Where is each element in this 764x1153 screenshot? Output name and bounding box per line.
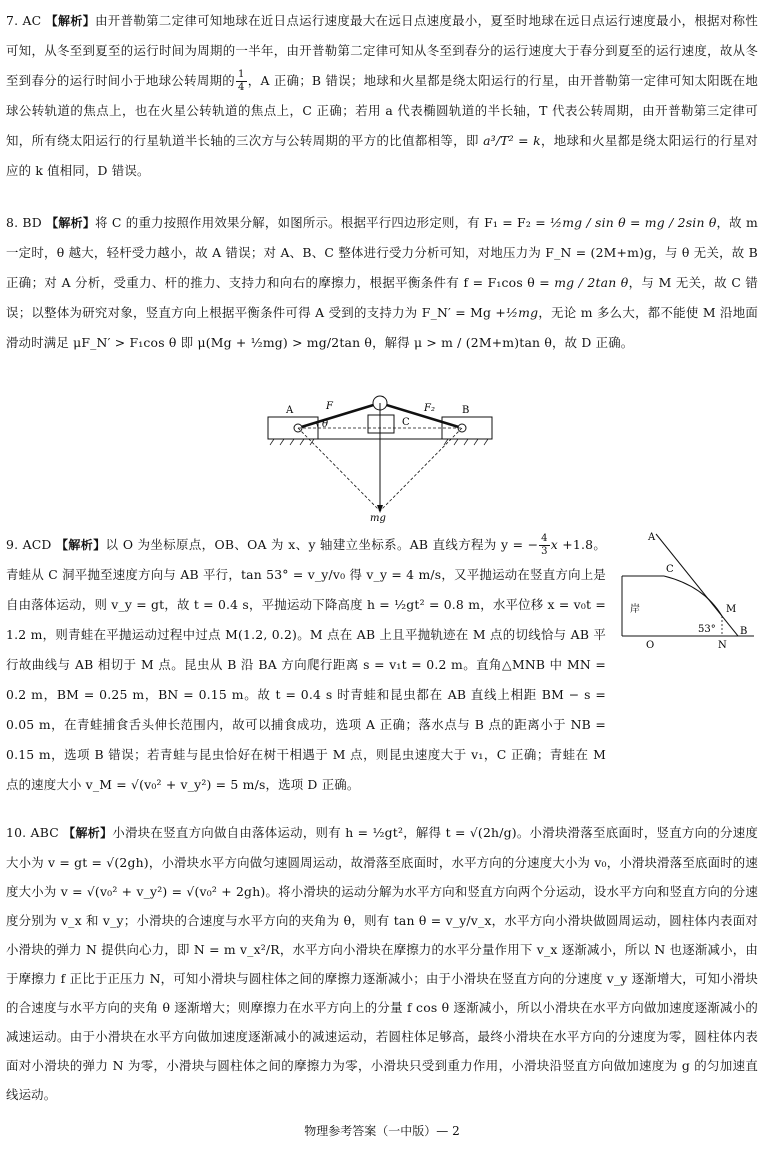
analysis-tag: 【解析】 <box>63 826 113 840</box>
label-m: M <box>726 604 737 615</box>
question-number: 7. AC <box>6 13 42 28</box>
page-footer: 物理参考答案（一中版）— 2 <box>304 1124 460 1138</box>
force-decomposition-figure <box>262 393 498 523</box>
label-a: A <box>648 532 656 543</box>
question-number: 9. ACD <box>6 537 52 552</box>
answer-text: ，与 M 无关，故 C 错误；以整体为研究对象，竖直方向上根据平衡条件可得 A 受到的支持力为 F_N′ = Mg + <box>6 275 758 320</box>
label-f1: F <box>326 401 333 412</box>
label-n: N <box>718 640 727 651</box>
label-o: O <box>646 640 655 651</box>
trajectory <box>664 576 722 616</box>
formula: a³/T² = k <box>483 133 541 148</box>
answer-text: 以 O 为坐标原点，OB、OA 为 x、y 轴建立坐标系。AB 直线方程为 y = − <box>105 537 539 552</box>
block-c <box>368 415 394 433</box>
label-b: B <box>462 405 470 416</box>
label-mg: mg <box>370 513 386 523</box>
label-theta: θ <box>322 419 329 430</box>
label-a: A <box>286 405 294 416</box>
frog-trajectory-figure <box>616 530 760 652</box>
question-number: 8. BD <box>6 215 42 230</box>
answer-text: ，故 m 一定时，θ 越大，轻杆受力越小，故 A 错误；对 A、B、C 整体进行受力分析可知，对地压力为 F_N = (2M+m)g，与 θ 无关，故 B 正确；对 A 分析，受重力、杆的推力、支持力和向右的摩擦力，根据平衡条件有 f = F₁cos θ = <box>6 215 758 290</box>
answer-text: ，无论 m 多么大，都不能使 M 沿地面滑动时满足 μF_N′ > F₁cos θ 即 μ(Mg + ½mg) > mg/2tan θ，解得 μ > m / (2M+m)tan θ，故 D 正确。 <box>6 305 758 350</box>
answer-text: 将 C 的重力按照作用效果分解，如图所示。根据平行四边形定则，有 F₁ = F₂ = <box>95 215 546 230</box>
line-ab <box>656 534 738 636</box>
fraction: $\frac{4}{3}$ <box>541 533 548 557</box>
label-f2: F₂ <box>424 403 435 414</box>
question-10 <box>6 818 758 1109</box>
answer-text: 由开普勒第二定律可知地球在近日点运行速度最大在远日点速度最小，夏至时地球在远日点运行速度最小，根据对称性可知，从冬至到夏至的运行时间为周期的一半年，由开普勒第二定律可知从冬至到春分的运行速度大于春分到夏至的运行速度，故从冬至到春分的运行时间小于地球公转周期的 <box>6 13 759 88</box>
question-number: 10. ABC <box>6 825 59 840</box>
answer-text: ，A 正确；B 错误；地球和火星都是绕太阳运行的行星，由开普勒第一定律可知太阳既在地球公转轨道的焦点上，也在火星公转轨道的焦点上，C 正确；若用 a 代表椭圆轨道的半长轴，T 代表公转周期，由开普勒第三定律可知，所有绕太阳运行的行星轨道半长轴的三次方与公转周期的平方的比值都相等，即 <box>6 73 758 148</box>
answer-text: +1.8。青蛙从 C 洞平抛至速度方向与 AB 平行，tan 53° = v_y/v₀ 得 v_y = 4 m/s，又平抛运动在竖直方向上是自由落体运动，则 v_y = gt，故 t = 0.4 s，平抛运动下降高度 h = ½gt² = 0.8 m，水平位移 x = v₀t = 1.2 m，则青蛙在平抛运动过程中过点 M(1.2, 0.2)。M 点在 AB 上且平抛轨迹在 M 点的切线恰与 AB 平行故曲线与 AB 相切于 M 点。昆虫从 B 沿 BA 方向爬行距离 s = v₁t = 0.2 m。直角△MNB 中 MN = 0.2 m，BM = 0.25 m，BN = 0.15 m。故 t = 0.4 s 时青蛙和昆虫都在 AB 直线上相距 BM − s = 0.05 m，在青蛙捕食舌头伸长范围内，故可以捕食成功，选项 A 正确；落水点与 B 点的距离小于 NB = 0.15 m，选项 B 错误；若青蛙与昆虫恰好在树干相遇于 M 点，则昆虫速度大于 v₁，C 正确；青蛙在 M 点的速度大小 v_M = √(v₀² + v_y²) = 5 m/s，选项 D 正确。 <box>6 537 607 792</box>
question-7 <box>6 6 758 186</box>
analysis-tag: 【解析】 <box>46 216 96 230</box>
fraction: $\frac{1}{4}$ <box>238 69 245 93</box>
label-c: C <box>666 564 674 575</box>
analysis-tag: 【解析】 <box>45 14 96 28</box>
label-b: B <box>740 626 748 637</box>
formula: mg / 2tan θ <box>554 275 629 290</box>
label-c: C <box>402 417 410 428</box>
formula: ½mg / sin θ <box>550 215 626 230</box>
question-9: 9. ACD 【解析】以 O 为坐标原点，OB、OA 为 x、y 轴建立坐标系。AB 直线方程为 y = − $\frac{4}{3}$ x +1.8。青蛙从 C 洞平抛至速度方向与 AB 平行，tan 53° = v_y/v₀ 得 v_y = 4 m/s，又平抛运动在竖直方向上是自由落体运动，则 v_y = gt，故 t = 0.4 s，平抛运动下降高度 h = ½gt² = 0.8 m，水平位移 x = v₀t = 1.2 m，则青蛙在平抛运动过程中过点 M(1.2, 0.2)。M 点在 AB 上且平抛轨迹在 M 点的切线恰与 AB 平行故曲线与 AB 相切于 M 点。昆虫从 B 沿 BA 方向爬行距离 s = v₁t = 0.2 m。直角△MNB 中 MN = 0.2 m，BM = 0.25 m，BN = 0.15 m。故 t = 0.4 s 时青蛙和昆虫都在 AB 直线上相距 BM − s = 0.05 m，在青蛙捕食舌头伸长范围内，故可以捕食成功，选项 A 正确；落水点与 B 点的距离小于 NB = 0.15 m，选项 B 错误；若青蛙与昆虫恰好在树干相遇于 M 点，则昆虫速度大于 v₁，C 正确；青蛙在 M 点的速度大小 v_M = √(v₀² + v_y²) = 5 m/s，选项 D 正确。 <box>6 533 607 792</box>
formula: = mg / 2sin θ <box>630 215 717 230</box>
question-8 <box>6 208 758 358</box>
label-angle: 53° <box>698 624 716 635</box>
analysis-tag: 【解析】 <box>55 538 106 552</box>
answer-text: ，地球和火星都是绕太阳运行的行星对应的 k 值相同，D 错误。 <box>6 133 758 178</box>
formula: ½mg <box>505 305 539 320</box>
answer-text: 小滑块在竖直方向做自由落体运动，则有 h = ½gt²，解得 t = √(2h/g)。小滑块滑落至底面时，竖直方向的分速度大小为 v = gt = √(2gh)，小滑块水平方向做匀速圆周运动，故滑落至底面时，水平方向的分速度大小为 v₀，小滑块滑落至底面时的速度大小为 v = √(v₀² + v_y²) = √(v₀² + 2gh)。将小滑块的运动分解为水平方向和竖直方向两个分运动，设水平方向和竖直方向的分速度分别为 v_x 和 v_y；小滑块的合速度与水平方向的夹角为 θ，则有 tan θ = v_y/v_x，水平方向小滑块做圆周运动，圆柱体内表面对小滑块的弹力 N 提供向心力，即 N = m v_x²/R，水平方向小滑块在摩擦力的水平分量作用下 v_x 逐渐减小，所以 N 也逐渐减小，由于摩擦力 f 正比于正压力 N，可知小滑块与圆柱体之间的摩擦力逐渐减小；由于小滑块在竖直方向的分速度 v_y 逐渐增大，可知小滑块的合速度与水平方向的夹角 θ 逐渐增大；则摩擦力在水平方向上的分量 f cos θ 逐渐减小，所以小滑块在水平方向做加速度逐渐减小的减速运动。由于小滑块在水平方向做加速度逐渐减小的减速运动，若圆柱体足够高，最终小滑块在水平方向的分速度为零，圆柱体内表面对小滑块的弹力 N 为零，小滑块与圆柱体之间的摩擦力为零，小滑块只受到重力作用，小滑块沿竖直方向做加速度为 g 的匀加速直线运动。 <box>6 825 758 1102</box>
label-bank: 岸 <box>630 604 640 615</box>
